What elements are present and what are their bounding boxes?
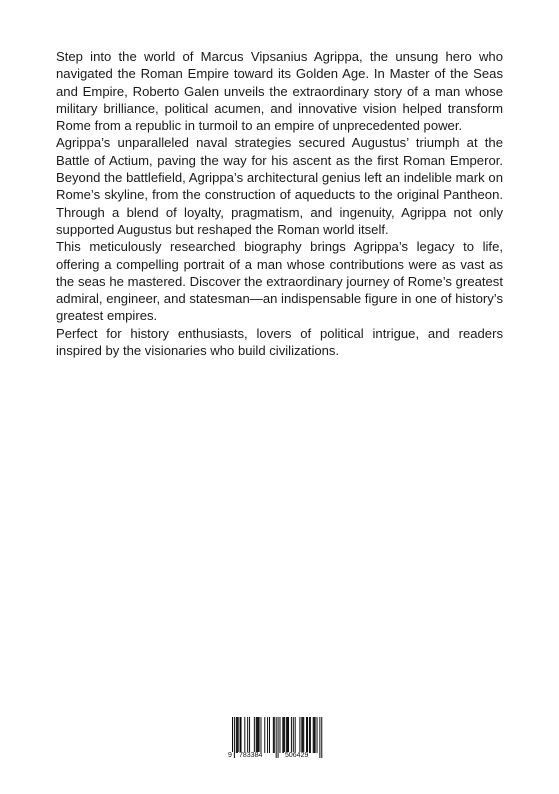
barcode-bar xyxy=(238,717,239,753)
barcode-bar xyxy=(287,717,288,753)
barcode-bar xyxy=(237,717,238,753)
barcode-bar xyxy=(234,717,235,758)
barcode-bar xyxy=(288,717,289,753)
isbn-barcode xyxy=(228,716,324,766)
blurb-paragraph-audience: Perfect for history enthusiasts, lovers of political intrigue, and readers inspired by the visionaries who build civilizations. xyxy=(56,325,503,359)
barcode-bar xyxy=(301,717,302,753)
barcode-bar xyxy=(293,717,294,753)
barcode-bar xyxy=(267,717,268,753)
blurb-paragraph-biography: This meticulously researched biography brings Agrippa’s legacy to life, offering a compelling portrait of a man whose contributions were as vast as the seas he mastered. Discover the extraordinary journey of Rome’s greatest admiral, engineer, and statesman—an indispensable figure in one of history’s greatest empires. xyxy=(56,239,503,324)
barcode-bar xyxy=(257,717,258,753)
barcode-bar xyxy=(278,717,279,758)
blurb-paragraph-intro: Step into the world of Marcus Vipsanius Agrippa, the unsung hero who navigated the Roman Empire toward its Golden Age. In Master of the Seas and Empire, Roberto Galen unveils the extraordinary story of a man whose military brilliance, political acumen, and innovative vision helped transform Rome from a republic in turmoil to an empire of unprecedented power. xyxy=(56,49,503,134)
barcode-bar xyxy=(313,717,314,753)
barcode-bar xyxy=(286,717,287,753)
barcode-bar xyxy=(315,717,316,753)
barcode-bar xyxy=(273,717,274,753)
barcode-bar xyxy=(309,717,310,753)
barcode-bar xyxy=(240,717,241,753)
back-cover-blurb xyxy=(56,48,503,359)
barcode-bar xyxy=(256,717,257,753)
barcode-bar xyxy=(291,717,292,753)
barcode-bar xyxy=(317,717,318,753)
barcode-bar xyxy=(247,717,248,753)
barcode-bar xyxy=(276,717,277,758)
barcode-bar xyxy=(295,717,296,753)
barcode-bar xyxy=(302,717,303,753)
barcode-bar xyxy=(299,717,300,753)
barcode-bar xyxy=(283,717,284,753)
barcode-bar xyxy=(321,717,322,758)
barcode-bar xyxy=(306,717,307,753)
barcode-bar xyxy=(319,717,320,758)
barcode-bar xyxy=(254,717,255,753)
barcode-bar xyxy=(282,717,283,753)
barcode-bar xyxy=(261,717,262,753)
blurb-paragraph-achievements: Agrippa’s unparalleled naval strategies secured Augustus’ triumph at the Battle of Actium, paving the way for his ascent as the first Roman Emperor. Beyond the battlefield, Agrippa’s architectural genius left an indelible mark on Rome’s skyline, from the construction of aqueducts to the original Pantheon. Through a blend of loyalty, pragmatism, and ingenuity, Agrippa not only supported Augustus but reshaped the Roman world itself. xyxy=(56,135,503,237)
barcode-bar xyxy=(284,717,285,753)
barcode-bar xyxy=(249,717,250,753)
barcode-bar xyxy=(314,717,315,753)
barcode-bar xyxy=(280,717,281,753)
barcode-right-digits: 506429 xyxy=(285,752,309,759)
barcode-bar xyxy=(236,717,237,753)
barcode-bar xyxy=(307,717,308,753)
barcode-bar xyxy=(259,717,260,753)
barcode-bar xyxy=(310,717,311,753)
barcode-lead-digit: 9 xyxy=(228,752,232,759)
barcode-bar xyxy=(244,717,245,753)
barcode-bar xyxy=(303,717,304,753)
barcode-bar xyxy=(258,717,259,753)
barcode-bar xyxy=(274,717,275,753)
barcode-bar xyxy=(264,717,265,753)
barcode-bar xyxy=(241,717,242,753)
barcode-bar xyxy=(269,717,270,753)
barcode-left-digits: 783384 xyxy=(239,752,263,759)
